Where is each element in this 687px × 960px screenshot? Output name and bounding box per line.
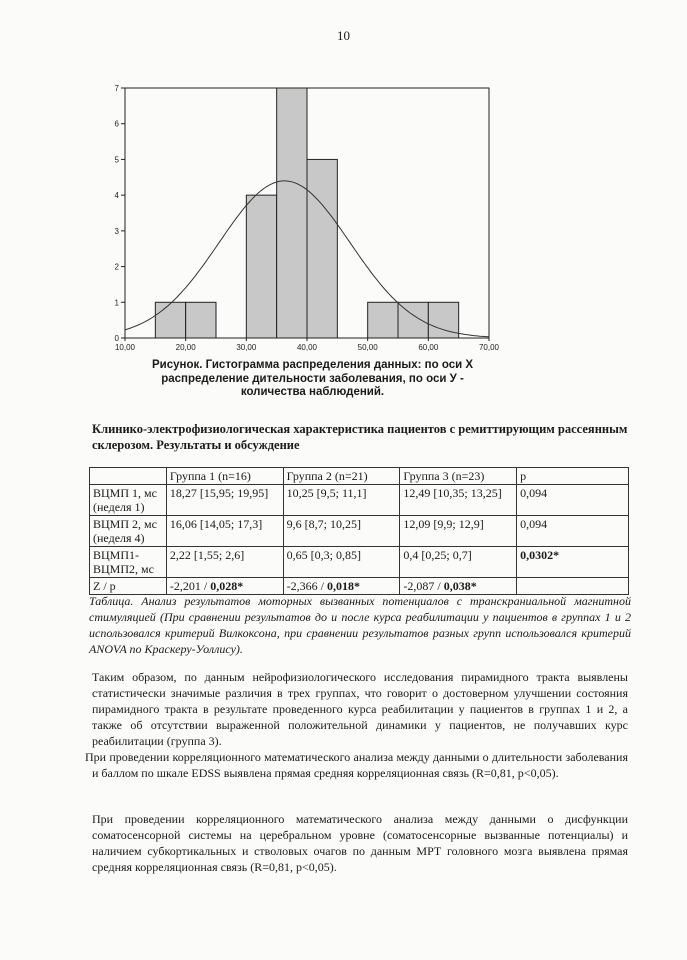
paragraph: При проведении корреляционного математического анализа между данными о длительности заболевания и баллом по шкале EDSS выявлена прямая средняя корреляционная связь (R=0,81, р<0,05).: [85, 750, 628, 780]
p-value: 0,038*: [443, 579, 477, 593]
table-cell: 0,4 [0,25; 0,7]: [400, 547, 517, 578]
table-row: [90, 516, 629, 547]
y-tick-label: 0: [114, 334, 119, 343]
row-label: ВЦМП1-ВЦМП2, мс: [90, 547, 167, 578]
z-value: -2,366 /: [286, 579, 328, 593]
section-heading: Клинико-электрофизиологическая характеристика пациентов с ремиттирующим рассеянным склерозом. Результаты и обсуждение: [92, 422, 628, 452]
table-cell: 0,0302*: [517, 547, 629, 578]
x-tick-label: 40,00: [296, 343, 318, 352]
table-cell: [166, 578, 283, 595]
table-header-cell: Группа 1 (n=16): [166, 468, 283, 485]
table-cell: [283, 578, 400, 595]
table-cell: 0,65 [0,3; 0,85]: [283, 547, 400, 578]
x-tick-label: 20,00: [175, 343, 196, 352]
x-tick-label: 60,00: [418, 343, 439, 352]
table-cell: 10,25 [9,5; 11,1]: [283, 485, 400, 516]
table-cell: 2,22 [1,55; 2,6]: [166, 547, 283, 578]
histogram-bar: [307, 159, 337, 338]
caption-line: Рисунок. Гистограмма распределения данных: по оси X: [151, 359, 474, 371]
y-tick-label: 7: [114, 84, 119, 93]
table-cell: 0,094: [517, 485, 629, 516]
histogram-bar: [368, 302, 398, 338]
table-header-cell: [90, 468, 167, 485]
row-label: ВЦМП 2, мс (неделя 4): [90, 516, 167, 547]
y-tick-label: 1: [114, 298, 119, 308]
table-header-row: [90, 468, 629, 485]
row-label: ВЦМП 1, мс (неделя 1): [90, 485, 167, 516]
figure-caption: [130, 359, 495, 400]
histogram-bar: [277, 88, 307, 338]
table-header-cell: Группа 3 (n=23): [400, 468, 517, 485]
caption-line: количества наблюдений.: [240, 386, 385, 398]
y-tick-label: 3: [114, 226, 119, 236]
table-row: [90, 547, 629, 578]
x-tick-label: 50,00: [357, 343, 378, 352]
histogram-bar: [398, 302, 428, 338]
x-tick-label: 30,00: [236, 343, 257, 352]
paragraph: Таким образом, по данным нейрофизиологического исследования пирамидного тракта выявлены статистически значимые различия в трех группах, что говорит о достоверном улучшении состояния пирамидного тракта в результате проведенного курса реабилитации у пациентов в группах 1 и 2, а также об отсутствии выраженной положительной динамики у пациентов, не получавших курс реабилитации (группа 3).: [92, 670, 628, 748]
table-row: [90, 485, 629, 516]
p-value: 0,028*: [210, 579, 244, 593]
z-value: -2,087 /: [403, 579, 444, 593]
z-value: -2,201 /: [169, 579, 211, 593]
results-table: [89, 467, 629, 595]
x-tick-label: 10,00: [114, 343, 136, 352]
table-cell: 18,27 [15,95; 19,95]: [166, 485, 283, 516]
table-cell: [517, 578, 629, 595]
histogram-chart: [0, 0, 687, 360]
table-cell: 12,49 [10,35; 13,25]: [400, 485, 517, 516]
histogram-bar: [186, 302, 216, 338]
table-cell: 0,094: [517, 516, 629, 547]
y-tick-label: 2: [114, 262, 119, 272]
x-tick-label: 70,00: [478, 343, 500, 352]
p-value: 0,018*: [327, 579, 361, 593]
table-header-cell: p: [517, 468, 629, 485]
caption-line: распределение дительности заболевания, по оси У -: [161, 372, 464, 385]
page-number: 10: [337, 28, 350, 43]
table-cell: 9,6 [8,7; 10,25]: [283, 516, 400, 547]
y-tick-label: 4: [114, 191, 119, 201]
table-cell: [400, 578, 517, 595]
table-caption: Таблица. Анализ результатов моторных вызванных потенциалов с транскраниальной магнитной стимуляцией (При сравнении результатов до и после курса реабилитации у пациентов в группах 1 и 2 использовался критерий Вилкоксона, при сравнении результатов разных групп использовался критерий ANOVA по Краскеру-Уоллису).: [89, 594, 631, 656]
table-cell: 12,09 [9,9; 12,9]: [400, 516, 517, 547]
row-label: Z / p: [90, 578, 167, 595]
histogram-bar: [155, 302, 185, 338]
y-tick-label: 6: [114, 119, 119, 129]
table-header-cell: Группа 2 (n=21): [283, 468, 400, 485]
y-tick-label: 5: [114, 155, 119, 165]
histogram-bar: [246, 195, 276, 338]
paragraph: При проведении корреляционного математического анализа между данными о дисфункции соматосенсорной системы на церебральном уровне (соматосенсорные вызванные потенциалы) и наличием субкортикальных и стволовых очагов по данным МРТ головного мозга выявлена прямая средняя корреляционная связь (R=0,81, p<0,05).: [92, 812, 628, 874]
table-row-zp: [90, 578, 629, 595]
table-cell: 16,06 [14,05; 17,3]: [166, 516, 283, 547]
